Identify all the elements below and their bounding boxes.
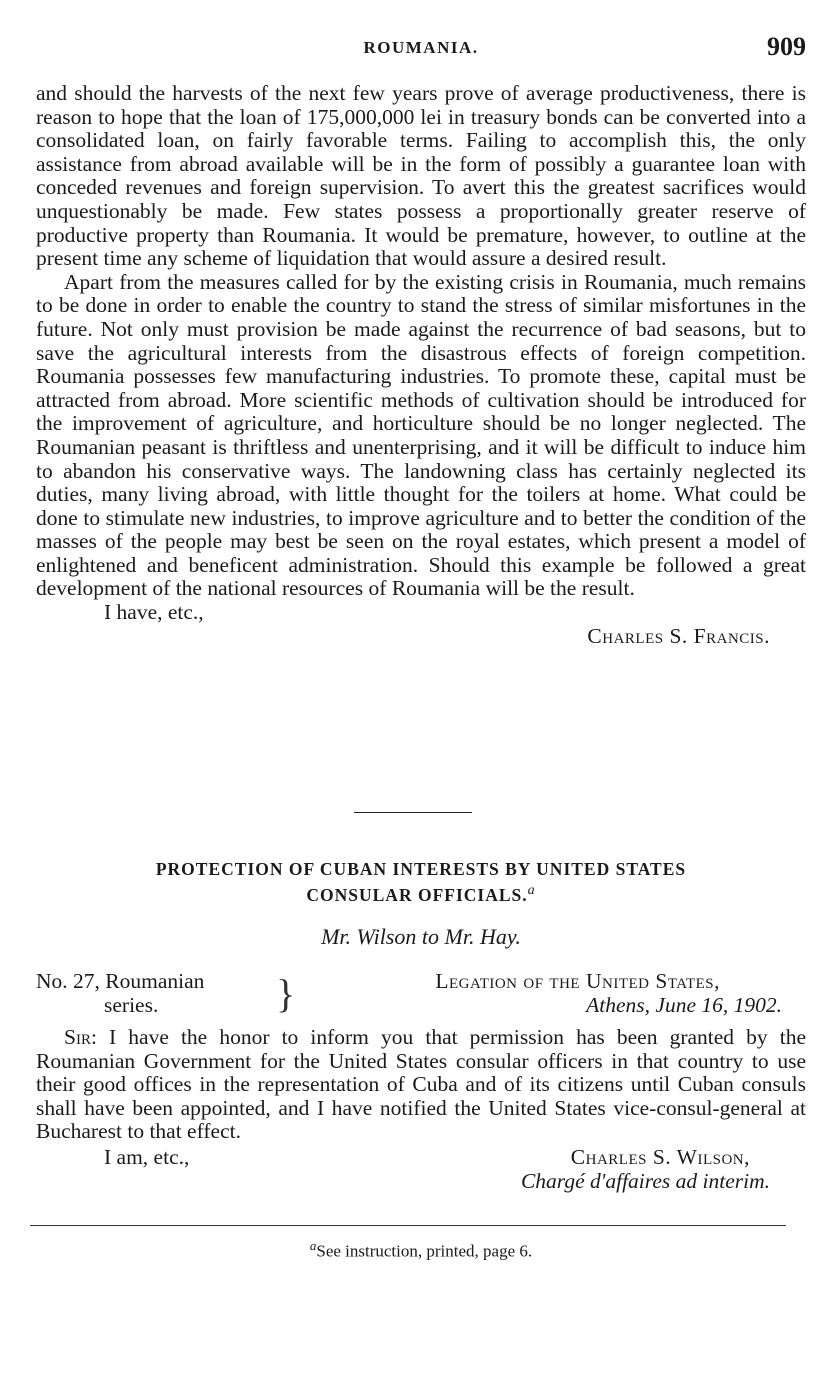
section-title-line-1: PROTECTION OF CUBAN INTERESTS BY UNITED STATES [155,859,687,879]
section-title [36,858,806,906]
salutation: Sir: [64,1025,97,1049]
letter-text: I have the honor to inform you that permission has been granted by the Roumanian Government for the United States consular officers in that country to use their good offices in the representation of Cuba and of its citizens until Cuban consuls shall have been appointed, and I have notified the United States vice-consul-general at Bucharest to that effect. [36,1025,806,1144]
correspondents-line: Mr. Wilson to Mr. Hay. [321,924,521,949]
footnote-text: See instruction, printed, page 6. [316,1241,533,1261]
section-divider [354,812,472,813]
letter-closing: I am, etc., [104,1144,190,1169]
running-head: ROUMANIA. [363,38,479,57]
footnote-marker: a [309,1238,317,1253]
section-title-line-2 [36,880,806,906]
signer-name: Charles S. Wilson, [570,1144,750,1169]
place-date: Athens, June 16, 1902. [586,993,782,1017]
letter-signoff [36,1146,806,1194]
report-signature: Charles S. Francis. [587,623,770,648]
report-paragraph-1: and should the harvests of the next few years prove of average productiveness, there is reason to hope that the loan of 175,000,000 lei in treasury bonds can be converted into a consolidated loan, on fairly favorable terms. Failing to accomplish this, the only assistance from abroad available will be in the form of possibly a guarantee loan with conceded revenues and foreign supervision. To avert this the greatest sacrifices would unquestionably be made. Few states possess a proportionally greater reserve of productive property than Roumania. It would be premature, however, to outline at the present time any scheme of liquidation that would assure a desired result. [36,81,806,271]
footnote-reference: a [527,883,536,898]
page-number: 909 [767,32,806,61]
footnote-divider [30,1225,786,1226]
legation-name: Legation of the United States, [435,969,720,993]
signer-title: Chargé d'affaires ad interim. [520,1168,770,1193]
dispatch-heading [36,970,806,1018]
letter-paragraph [36,1026,806,1144]
section-title-line-2-text: CONSULAR OFFICIALS. [306,884,528,905]
report-body [36,82,806,648]
footnote [36,1238,806,1262]
dispatch-number: No. 27, Roumanian [36,969,205,993]
report-closing: I have, etc., [104,600,204,625]
page-header [36,34,806,64]
report-paragraph-2: Apart from the measures called for by the existing crisis in Roumania, much remains to be done in order to enable the country to stand the stress of similar misfortunes in the future. Not only must provision be made against the recurrence of bad seasons, but to save the agricultural interests from the disastrous effects of foreign competition. Roumania possesses few manufacturing industries. To promote these, capital must be attracted from abroad. More scientific methods of cultivation should be introduced for the improvement of agriculture, and horticulture should be no longer neglected. The Roumanian peasant is thriftless and unenterprising, and it will be difficult to induce him to abandon his conservative ways. The landowning class has certainly neglected its duties, many living abroad, with little thought for the toilers at home. What could be done to stimulate new industries, to improve agriculture and to better the condition of the masses of the people may best be seen on the royal estates, which present a model of enlightened and beneficent administration. Should this example be followed a great development of the national resources of Roumania will be the result. [36,269,806,601]
dispatch-series: series. [104,993,159,1017]
letter-body [36,1026,806,1194]
brace-icon: } [276,971,296,1016]
